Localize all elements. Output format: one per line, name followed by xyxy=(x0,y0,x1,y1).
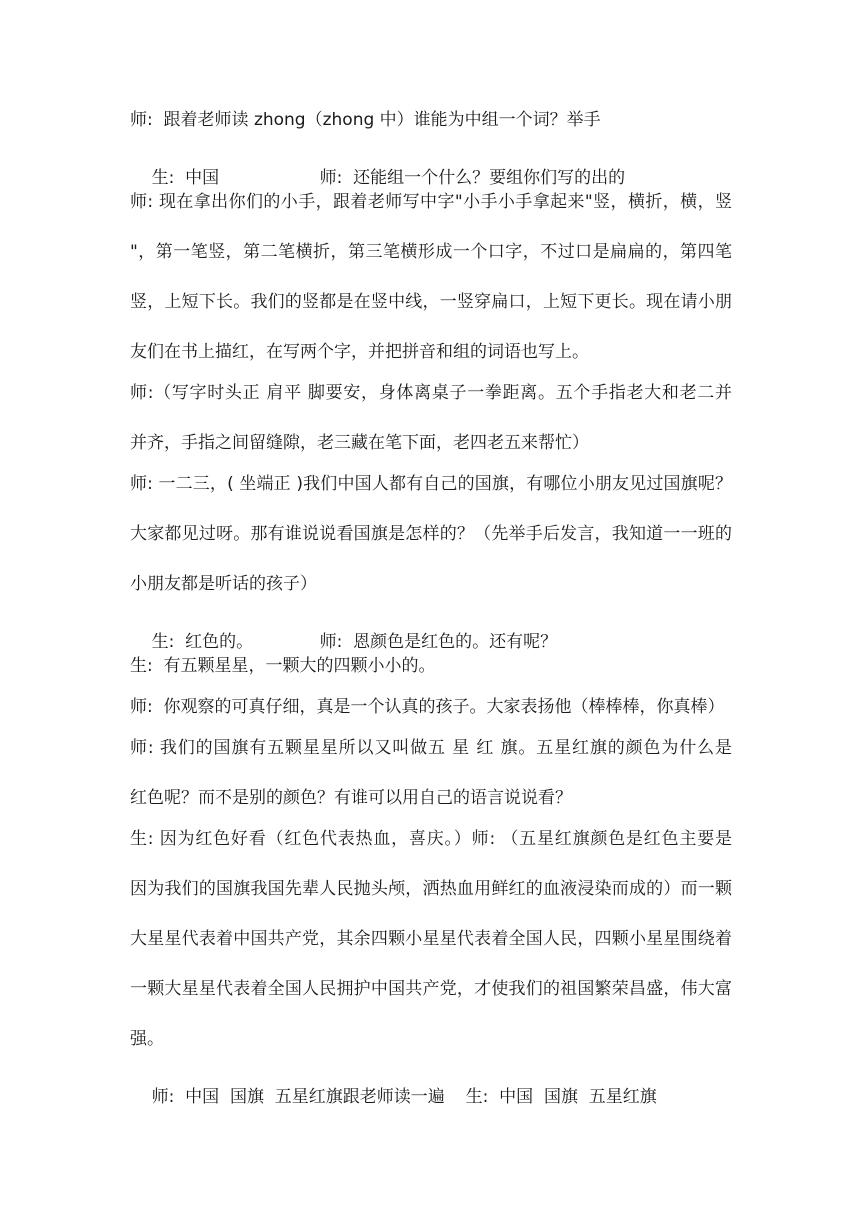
paragraph-line xyxy=(130,153,732,188)
paragraph-line: 因为我们的国旗我国先辈人民抛头颅，洒热血用鲜红的血液浸染而成的）而一颗 xyxy=(130,879,732,899)
paragraph-line: 大星星代表着中国共产党，其余四颗小星星代表着全国人民，四颗小星星围绕着 xyxy=(130,929,732,949)
student-answer: 生: 红色的。 xyxy=(151,632,254,652)
paragraph-line: 师: 现在拿出你们的小手，跟着老师写中字"小手小手拿起来"竖，横折，横，竖 xyxy=(130,192,732,212)
paragraph-line: "，第一笔竖，第二笔横折，第三笔横形成一个口字，不过口是扁扁的，第四笔 xyxy=(130,242,732,262)
paragraph-line xyxy=(130,1072,732,1107)
paragraph-line: 竖，上短下长。我们的竖都是在竖中线，一竖穿扁口，上短下更长。现在请小朋 xyxy=(130,292,732,312)
teacher-question: 师: 还能组一个什么？要组你们写的出的 xyxy=(319,168,626,188)
student-answer: 生: 中国 xyxy=(151,168,220,188)
paragraph-line: 大家都见过呀。那有谁说说看国旗是怎样的？（先举手后发言，我知道一一班的 xyxy=(130,524,732,544)
paragraph-line: 小朋友都是听话的孩子） xyxy=(130,574,317,594)
paragraph-line: 生: 因为红色好看（红色代表热血，喜庆。）师: （五星红旗颜色是红色主要是 xyxy=(130,829,732,849)
paragraph-line: 师: 一二三，( 坐端正 )我们中国人都有自己的国旗，有哪位小朋友见过国旗呢？ xyxy=(130,474,732,494)
paragraph-line: 一颗大星星代表着全国人民拥护中国共产党，才使我们的祖国繁荣昌盛，伟大富 xyxy=(130,979,732,999)
paragraph-line: 友们在书上描红，在写两个字，并把拼音和组的词语也写上。 xyxy=(130,342,589,362)
paragraph-line: 并齐，手指之间留缝隙，老三藏在笔下面，老四老五来帮忙） xyxy=(130,433,589,453)
teacher-instruction: 师: 中国 国旗 五星红旗跟老师读一遍 xyxy=(151,1087,445,1107)
document-body xyxy=(130,110,732,1107)
paragraph-line: 师: 我们的国旗有五颗星星所以又叫做五 星 红 旗。五星红旗的颜色为什么是 xyxy=(130,738,732,758)
paragraph-line: 师: 跟着老师读 zhong（zhong 中）谁能为中组一个词？举手 xyxy=(130,110,601,130)
paragraph-line: 师:（写字时头正 肩平 脚要安，身体离桌子一拳距离。五个手指老大和老二并 xyxy=(130,383,732,403)
teacher-question: 师: 恩颜色是红色的。还有呢？ xyxy=(319,632,558,652)
paragraph-line: 强。 xyxy=(130,1029,164,1049)
paragraph-line: 生: 有五颗星星，一颗大的四颗小小的。 xyxy=(130,656,436,676)
paragraph-line: 师: 你观察的可真仔细，真是一个认真的孩子。大家表扬他（棒棒棒，你真棒） xyxy=(130,697,725,717)
paragraph-line: 红色呢？而不是别的颜色？有谁可以用自己的语言说说看？ xyxy=(130,788,572,808)
paragraph-line xyxy=(130,617,732,652)
student-reply: 生: 中国 国旗 五星红旗 xyxy=(465,1087,657,1107)
